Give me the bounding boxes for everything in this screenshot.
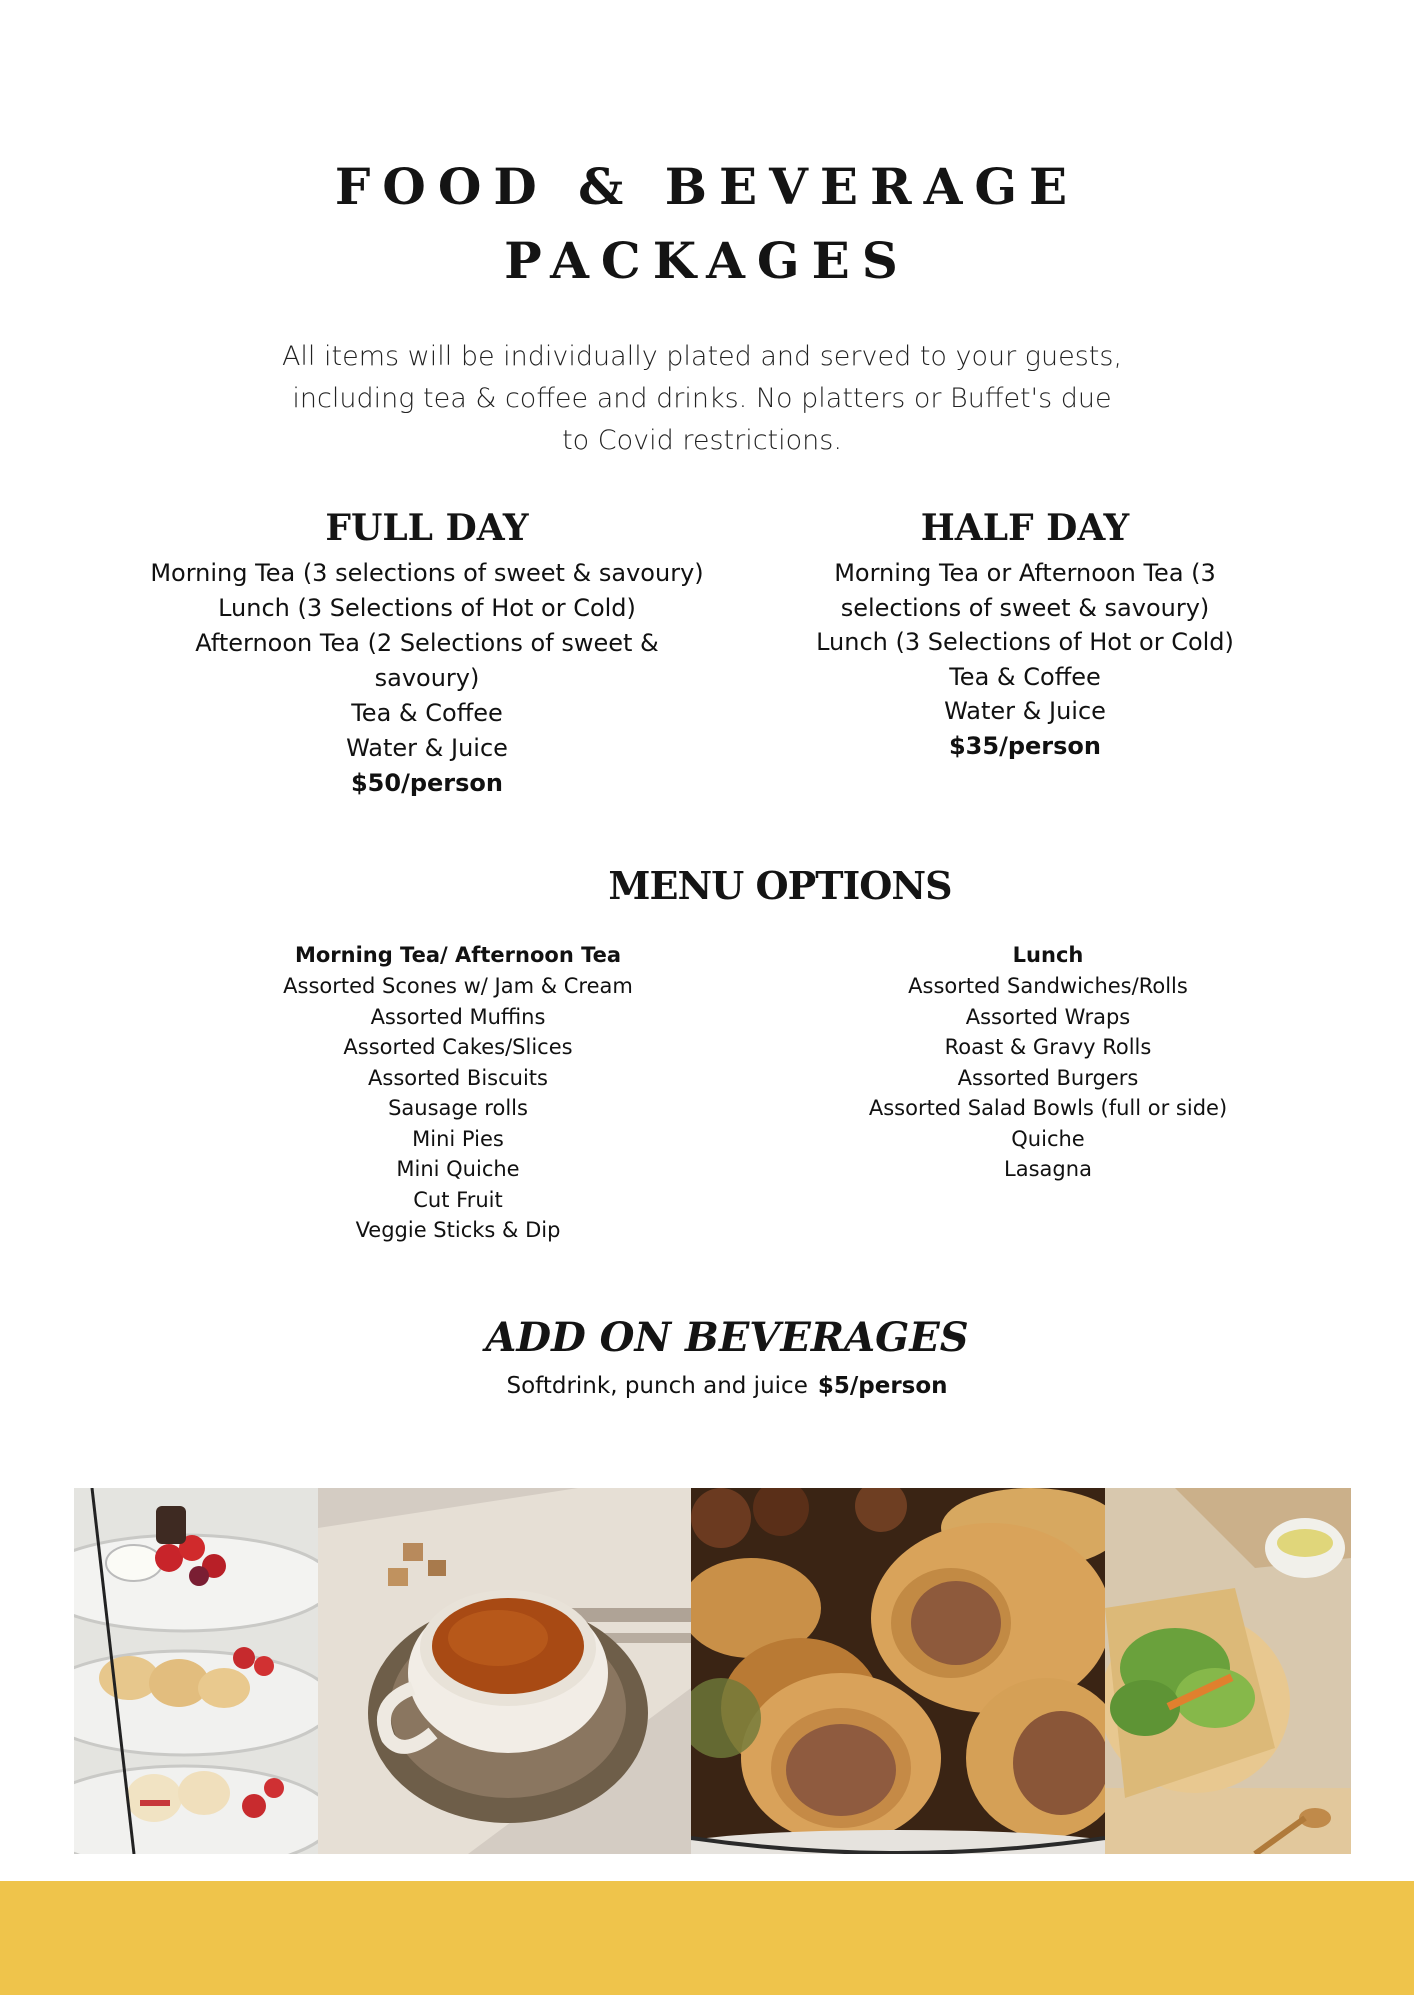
lunch-menu-item: Assorted Sandwiches/Rolls bbox=[908, 974, 1188, 998]
full-day-lines bbox=[127, 556, 727, 801]
half-day-line: Tea & Coffee bbox=[949, 662, 1101, 691]
tea-menu-item: Assorted Scones w/ Jam & Cream bbox=[283, 974, 633, 998]
half-day-title: HALF DAY bbox=[920, 507, 1130, 549]
half-day-line: selections of sweet & savoury) bbox=[840, 593, 1210, 622]
lunch-menu-item: Assorted Burgers bbox=[957, 1065, 1139, 1090]
full-day-title: FULL DAY bbox=[325, 507, 529, 549]
half-day-price: $35/person bbox=[948, 731, 1101, 760]
intro-line-3: to Covid restrictions. bbox=[562, 425, 842, 456]
full-day-line: Lunch (3 Selections of Hot or Cold) bbox=[218, 594, 636, 622]
lunch-menu-column bbox=[798, 939, 1298, 1185]
tea-menu-item: Cut Fruit bbox=[413, 1187, 503, 1212]
tea-menu-item: Mini Quiche bbox=[396, 1157, 520, 1181]
title-line-1: FOOD & BEVERAGE bbox=[334, 157, 1080, 216]
lunch-menu-title: Lunch bbox=[1012, 943, 1084, 967]
full-day-line: Afternoon Tea (2 Selections of sweet & bbox=[195, 629, 659, 657]
wrap-photo bbox=[1105, 1488, 1351, 1854]
full-day-line: Tea & Coffee bbox=[351, 699, 503, 727]
tea-menu-item: Assorted Cakes/Slices bbox=[343, 1035, 573, 1059]
add-on-beverages-line bbox=[407, 1369, 1047, 1403]
half-day-line: Lunch (3 Selections of Hot or Cold) bbox=[816, 628, 1234, 656]
tea-menu-item: Sausage rolls bbox=[388, 1096, 528, 1120]
intro-line-2: including tea & coffee and drinks. No platters or Buffet's due bbox=[292, 383, 1112, 414]
tea-menu-item: Mini Pies bbox=[412, 1126, 504, 1151]
lunch-menu-item: Assorted Wraps bbox=[965, 1004, 1131, 1029]
half-day-line: Water & Juice bbox=[944, 697, 1106, 725]
half-day-line: Morning Tea or Afternoon Tea (3 bbox=[834, 559, 1216, 587]
lunch-menu-item: Assorted Salad Bowls (full or side) bbox=[868, 1096, 1228, 1120]
intro-line-1: All items will be individually plated and served to your guests, bbox=[281, 341, 1123, 372]
full-day-package bbox=[127, 500, 727, 801]
lunch-menu-item: Quiche bbox=[1011, 1126, 1085, 1151]
tea-menu-column bbox=[200, 939, 716, 1246]
lunch-menu-item: Lasagna bbox=[1004, 1157, 1092, 1181]
lunch-menu-item: Roast & Gravy Rolls bbox=[944, 1035, 1152, 1059]
page-title bbox=[0, 150, 1414, 298]
full-day-line: Morning Tea (3 selections of sweet & savoury) bbox=[150, 559, 704, 587]
title-line-2: PACKAGES bbox=[504, 231, 910, 290]
tiered-cake-stand-photo bbox=[74, 1488, 318, 1854]
full-day-line: Water & Juice bbox=[346, 734, 508, 762]
add-on-text: Softdrink, punch and juice bbox=[506, 1373, 808, 1399]
half-day-lines bbox=[775, 556, 1275, 763]
intro-text bbox=[232, 336, 1172, 462]
half-day-package bbox=[775, 500, 1275, 763]
tea-cup-photo bbox=[318, 1488, 691, 1854]
sausage-rolls-photo bbox=[691, 1488, 1105, 1854]
food-photo-strip bbox=[74, 1488, 1351, 1854]
tea-menu-item: Veggie Sticks & Dip bbox=[355, 1218, 561, 1242]
full-day-line: savoury) bbox=[374, 664, 480, 692]
tea-menu-item: Assorted Muffins bbox=[370, 1004, 546, 1029]
footer-band bbox=[0, 1881, 1414, 1995]
full-day-price: $50/person bbox=[350, 769, 503, 797]
tea-menu-title: Morning Tea/ Afternoon Tea bbox=[294, 943, 622, 967]
footer-band-fill bbox=[0, 1881, 1414, 1995]
add-on-beverages-heading: ADD ON BEVERAGES bbox=[485, 1314, 969, 1361]
tea-menu-item: Assorted Biscuits bbox=[368, 1065, 548, 1090]
add-on-price: $5/person bbox=[817, 1373, 948, 1399]
menu-options-heading: MENU OPTIONS bbox=[608, 863, 952, 908]
